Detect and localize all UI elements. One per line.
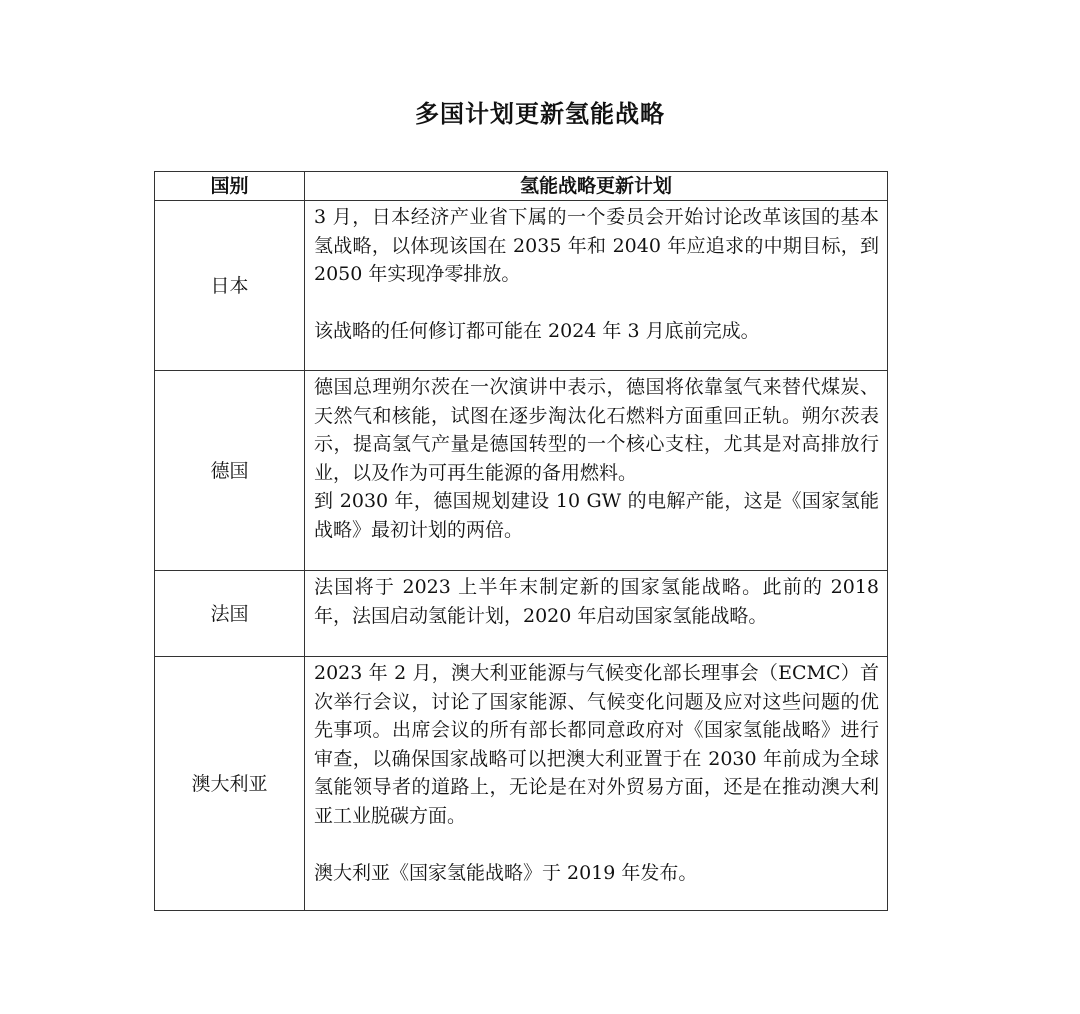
plan-paragraph: 该战略的任何修订都可能在 2024 年 3 月底前完成。 bbox=[314, 320, 760, 342]
hydrogen-strategy-table bbox=[154, 171, 888, 911]
plan-paragraph: 2023 年 2 月，澳大利亚能源与气候变化部长理事会（ECMC）首次举行会议，讨论了国家能源、气候变化问题及应对这些问题的优先事项。出席会议的所有部长都同意政府对《国家氢能战略》进行审查，以确保国家战略可以把澳大利亚置于在 2030 年前成为全球氢能领导者的道路上，无论是在对外贸易方面，还是在推动澳大利亚工业脱碳方面。 bbox=[314, 662, 879, 827]
plan-cell bbox=[305, 571, 888, 657]
table-row bbox=[155, 201, 888, 371]
column-header-plan: 氢能战略更新计划 bbox=[305, 172, 888, 201]
country-cell: 德国 bbox=[155, 371, 305, 571]
plan-cell bbox=[305, 201, 888, 371]
table-row bbox=[155, 657, 888, 911]
plan-cell bbox=[305, 371, 888, 571]
column-header-country: 国别 bbox=[155, 172, 305, 201]
plan-cell bbox=[305, 657, 888, 911]
plan-paragraph: 到 2030 年，德国规划建设 10 GW 的电解产能，这是《国家氢能战略》最初计划的两倍。 bbox=[314, 490, 879, 541]
country-cell: 澳大利亚 bbox=[155, 657, 305, 911]
plan-paragraph: 法国将于 2023 上半年末制定新的国家氢能战略。此前的 2018 年，法国启动氢能计划，2020 年启动国家氢能战略。 bbox=[314, 576, 879, 627]
table-header-row bbox=[155, 172, 888, 201]
table-row bbox=[155, 371, 888, 571]
country-cell: 法国 bbox=[155, 571, 305, 657]
plan-paragraph: 德国总理朔尔茨在一次演讲中表示，德国将依靠氢气来替代煤炭、天然气和核能，试图在逐步淘汰化石燃料方面重回正轨。朔尔茨表示，提高氢气产量是德国转型的一个核心支柱，尤其是对高排放行业，以及作为可再生能源的备用燃料。 bbox=[314, 376, 879, 484]
table-row bbox=[155, 571, 888, 657]
document-title: 多国计划更新氢能战略 bbox=[415, 99, 665, 128]
country-cell: 日本 bbox=[155, 201, 305, 371]
plan-paragraph: 3 月，日本经济产业省下属的一个委员会开始讨论改革该国的基本氢战略，以体现该国在 2035 年和 2040 年应追求的中期目标，到 2050 年实现净零排放。 bbox=[314, 206, 879, 285]
plan-paragraph: 澳大利亚《国家氢能战略》于 2019 年发布。 bbox=[314, 861, 698, 884]
